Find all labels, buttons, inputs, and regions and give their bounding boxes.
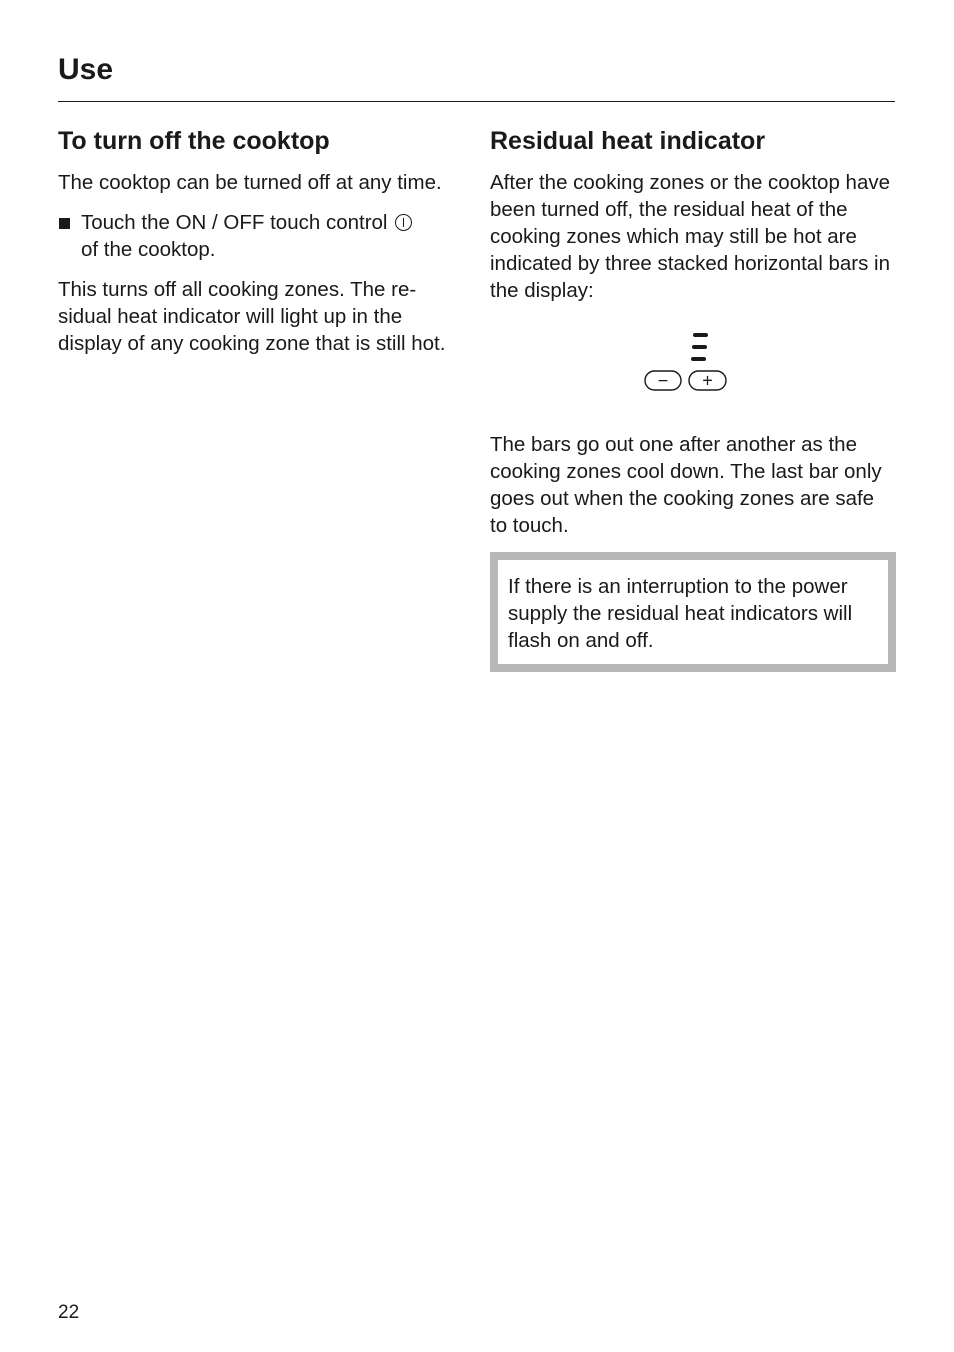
instruction-text-end: of the cooktop. xyxy=(81,238,216,261)
heat-bar-top xyxy=(693,333,708,337)
power-on-off-icon xyxy=(395,214,412,231)
heat-bar-middle xyxy=(692,345,707,349)
turn-off-heading: To turn off the cooktop xyxy=(58,127,330,155)
residual-heat-display-illustration xyxy=(490,321,896,397)
note-box xyxy=(490,552,896,672)
turn-off-section xyxy=(58,124,458,370)
square-bullet-icon xyxy=(58,209,81,263)
plus-symbol: + xyxy=(702,370,713,391)
note-text: If there is an interruption to the power supply the residual heat indicators will flash on and off. xyxy=(508,575,853,652)
instruction-text-start: Touch the ON / OFF touch control xyxy=(81,211,388,234)
title-divider xyxy=(58,101,895,102)
residual-heat-body: The bars go out one after another as the cooking zones cool down. The last bar only goes out when the cooking zones are safe to touch. xyxy=(490,433,882,537)
residual-heat-bars-icon xyxy=(691,333,708,361)
residual-heat-section xyxy=(490,124,896,672)
residual-heat-intro: After the cooking zones or the cooktop have been turned off, the residual heat of the cooking zones which may still be hot are indicated by three stacked horizontal bars in the display: xyxy=(490,171,891,302)
instruction-text xyxy=(81,209,412,263)
minus-symbol: − xyxy=(657,370,669,391)
display-svg xyxy=(490,321,896,397)
page-title: Use xyxy=(58,53,114,86)
heat-bar-bottom xyxy=(691,357,706,361)
residual-heat-heading: Residual heat indicator xyxy=(490,127,766,155)
page-number: 22 xyxy=(58,1302,80,1323)
turn-off-instruction xyxy=(58,209,458,263)
turn-off-intro: The cooktop can be turned off at any time. xyxy=(58,171,442,194)
turn-off-body: This turns off all cooking zones. The residual heat indicator will light up in the display of any cooking zone that is still hot. xyxy=(58,278,446,355)
